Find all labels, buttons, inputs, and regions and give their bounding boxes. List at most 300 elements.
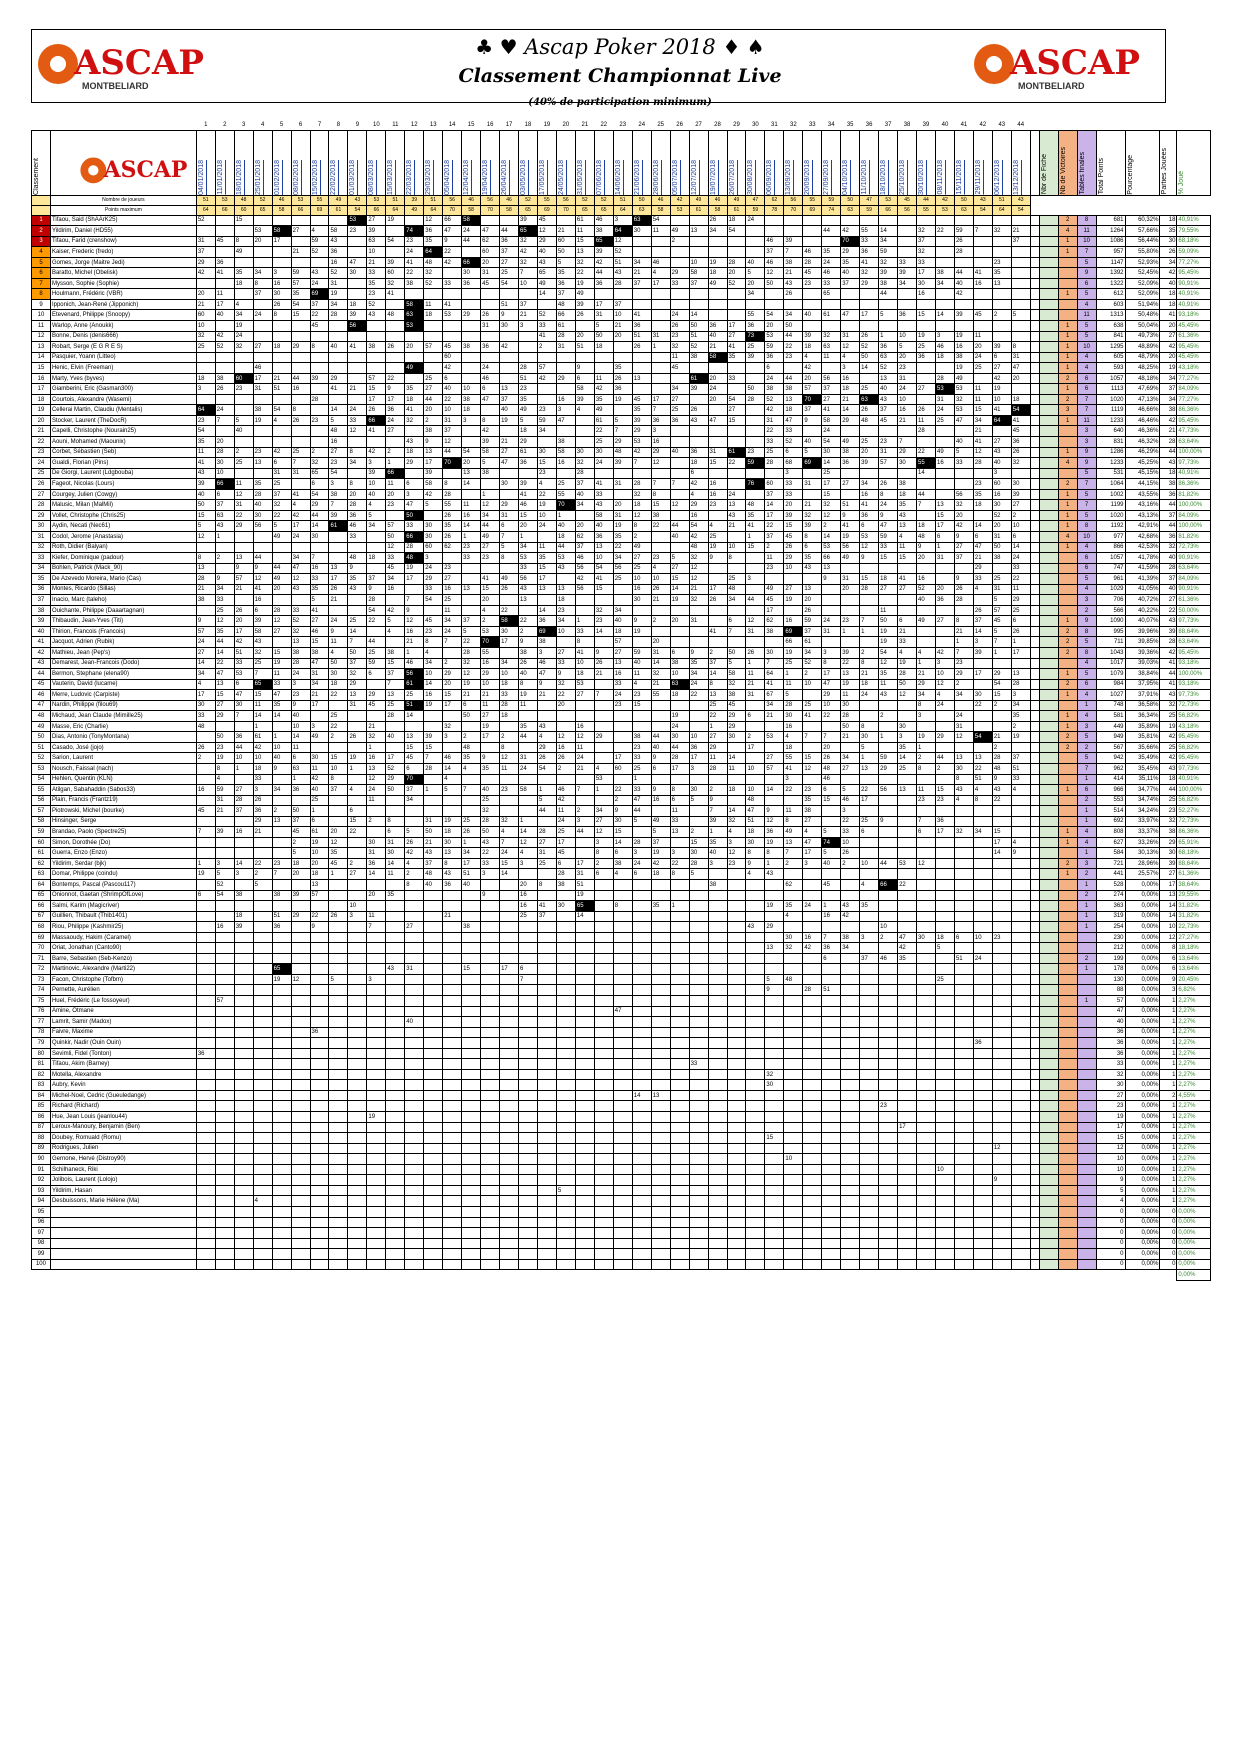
score-cell: 20 <box>708 373 727 384</box>
date-header <box>253 130 272 195</box>
score-cell: 27 <box>386 426 405 437</box>
score-cell <box>613 595 632 606</box>
score-cell <box>935 215 954 226</box>
score-cell: 18 <box>519 426 538 437</box>
score-cell <box>727 1038 746 1049</box>
date-header <box>651 130 670 195</box>
score-cell: 7 <box>822 732 841 743</box>
score-cell <box>348 922 367 933</box>
rank-cell: 59 <box>32 827 51 838</box>
fiche-cell <box>1039 331 1058 342</box>
score-cell <box>537 1080 556 1091</box>
score-cell: 5 <box>1011 310 1030 321</box>
score-cell <box>613 1048 632 1059</box>
score-cell <box>651 542 670 553</box>
score-cell: 25 <box>537 858 556 869</box>
victories-cell <box>1058 806 1077 817</box>
games-played-cell: 1 <box>1160 1112 1177 1123</box>
final-tables-cell: 5 <box>1077 574 1096 585</box>
score-cell: 39 <box>234 922 253 933</box>
separator <box>1030 1090 1039 1101</box>
score-cell <box>954 911 973 922</box>
score-cell <box>594 1069 613 1080</box>
score-cell <box>386 299 405 310</box>
rank-cell: 20 <box>32 415 51 426</box>
score-cell: 6 <box>1011 531 1030 542</box>
score-cell: 31 <box>746 626 765 637</box>
score-cell: 16 <box>613 669 632 680</box>
score-cell: 29 <box>215 711 234 722</box>
score-cell <box>443 795 462 806</box>
table-row <box>32 753 1211 764</box>
date-link: 26/04/2018 <box>501 159 509 195</box>
score-cell <box>329 922 348 933</box>
fiche-cell <box>1039 964 1058 975</box>
score-cell <box>898 816 917 827</box>
score-cell <box>500 1006 519 1017</box>
score-cell: 41 <box>196 458 215 469</box>
player-name: Merre, Ludovic (Carpiste) <box>50 690 196 701</box>
score-cell <box>405 1112 424 1123</box>
final-tables-cell: 10 <box>1077 342 1096 353</box>
games-played-cell: 25 <box>1160 795 1177 806</box>
score-cell: 43 <box>481 837 500 848</box>
score-cell: 14 <box>973 521 992 532</box>
score-cell <box>519 468 538 479</box>
games-played-cell: 23 <box>1160 806 1177 817</box>
score-cell: 43 <box>784 278 803 289</box>
victories-cell <box>1058 605 1077 616</box>
score-cell <box>708 774 727 785</box>
score-cell <box>898 901 917 912</box>
score-cell <box>462 489 481 500</box>
games-played-cell: 18 <box>1160 215 1177 226</box>
fiche-cell <box>1039 1038 1058 1049</box>
score-cell: 48 <box>348 553 367 564</box>
score-cell <box>879 774 898 785</box>
score-cell: 4 <box>784 732 803 743</box>
player-name: Jacquot, Adrien (Rubik) <box>50 637 196 648</box>
score-cell <box>575 1059 594 1070</box>
score-cell <box>613 1090 632 1101</box>
score-cell: 46 <box>822 774 841 785</box>
date-link: 19/04/2018 <box>482 159 490 195</box>
score-cell: 38 <box>234 890 253 901</box>
score-cell <box>632 721 651 732</box>
score-cell: 23 <box>405 236 424 247</box>
score-cell <box>917 373 936 384</box>
score-cell <box>424 795 443 806</box>
final-tables-cell: 4 <box>1077 658 1096 669</box>
score-cell: 8 <box>215 763 234 774</box>
final-tables-cell: 10 <box>1077 531 1096 542</box>
score-cell: 11 <box>291 742 310 753</box>
score-cell: 36 <box>689 447 708 458</box>
player-name: Demarest, Jean-Francois (Dodo) <box>50 658 196 669</box>
score-cell <box>329 742 348 753</box>
score-cell: 22 <box>935 226 954 237</box>
score-cell: 15 <box>822 795 841 806</box>
score-cell: 34 <box>670 384 689 395</box>
score-cell <box>784 996 803 1007</box>
score-cell: 38 <box>556 437 575 448</box>
score-cell <box>651 985 670 996</box>
rank-cell: 5 <box>32 257 51 268</box>
score-cell <box>973 974 992 985</box>
score-cell: 6 <box>917 827 936 838</box>
score-cell <box>196 1090 215 1101</box>
table-row <box>32 1027 1211 1038</box>
score-cell: 11 <box>481 700 500 711</box>
score-cell: 10 <box>519 278 538 289</box>
total-points-cell: 414 <box>1096 774 1125 785</box>
score-cell: 26 <box>443 531 462 542</box>
score-cell: 41 <box>367 426 386 437</box>
score-cell: 20 <box>481 257 500 268</box>
score-cell: 17 <box>196 690 215 701</box>
score-cell <box>310 257 329 268</box>
score-cell <box>898 215 917 226</box>
score-cell <box>670 880 689 891</box>
score-cell: 23 <box>670 331 689 342</box>
score-cell: 20 <box>727 268 746 279</box>
tables_finales-label: Tables finales <box>1078 152 1086 195</box>
pct-played-cell: 77,27% <box>1177 257 1211 268</box>
score-cell: 25 <box>519 911 538 922</box>
score-cell: 31 <box>500 510 519 521</box>
column-number: 2 <box>223 121 227 128</box>
score-cell <box>272 721 291 732</box>
score-cell <box>954 974 973 985</box>
score-cell: 2 <box>519 626 538 637</box>
score-cell <box>992 1112 1011 1123</box>
score-cell <box>462 795 481 806</box>
score-cell <box>1011 1101 1030 1112</box>
score-cell <box>784 605 803 616</box>
score-cell: 1 <box>519 531 538 542</box>
score-cell <box>443 553 462 564</box>
score-cell: 22 <box>537 489 556 500</box>
score-cell: 50 <box>215 732 234 743</box>
score-cell <box>935 299 954 310</box>
score-cell: 15 <box>196 510 215 521</box>
percentage-cell: 40,72% <box>1125 595 1160 606</box>
score-cell <box>917 806 936 817</box>
score-cell: 47 <box>954 415 973 426</box>
score-cell: 17 <box>973 669 992 680</box>
score-cell: 27 <box>215 700 234 711</box>
score-cell <box>594 996 613 1007</box>
score-cell: 27 <box>348 869 367 880</box>
score-cell: 66 <box>784 637 803 648</box>
score-cell <box>556 932 575 943</box>
score-cell: 51 <box>272 911 291 922</box>
score-cell: 50 <box>898 679 917 690</box>
score-cell: 10 <box>727 542 746 553</box>
pct-played-cell: 40,91% <box>1177 215 1211 226</box>
score-cell: 33 <box>784 479 803 490</box>
score-cell: 6 <box>462 700 481 711</box>
score-cell <box>632 996 651 1007</box>
score-cell <box>803 1048 822 1059</box>
score-cell <box>973 711 992 722</box>
score-cell: 22 <box>575 268 594 279</box>
score-cell: 54 <box>272 405 291 416</box>
table-row <box>32 700 1211 711</box>
score-cell: 32 <box>954 500 973 511</box>
column-number: 21 <box>581 121 589 128</box>
score-cell <box>613 584 632 595</box>
score-cell: 58 <box>689 268 708 279</box>
score-cell <box>481 901 500 912</box>
fiche-cell <box>1039 911 1058 922</box>
separator <box>1030 468 1039 479</box>
table-row <box>32 553 1211 564</box>
score-cell <box>898 1069 917 1080</box>
score-cell: 28 <box>291 658 310 669</box>
final-tables-cell <box>1077 943 1096 954</box>
final-tables-cell: 7 <box>1077 247 1096 258</box>
score-cell: 39 <box>575 299 594 310</box>
rank-cell: 81 <box>32 1059 51 1070</box>
final-tables-cell <box>1077 974 1096 985</box>
score-cell <box>708 437 727 448</box>
score-cell <box>196 1112 215 1123</box>
player-name: Bermon, Stephane (elena90) <box>50 669 196 680</box>
score-cell: 38 <box>594 226 613 237</box>
club-heart-suits-icon: ♣ ♥ <box>475 35 518 59</box>
score-cell: 1 <box>992 647 1011 658</box>
score-cell <box>329 542 348 553</box>
score-cell: 9 <box>1011 848 1030 859</box>
score-cell <box>841 774 860 785</box>
points_maximum-value: 70 <box>443 205 462 215</box>
score-cell <box>973 911 992 922</box>
score-cell <box>594 637 613 648</box>
score-cell: 16 <box>651 437 670 448</box>
score-cell: 18 <box>424 310 443 321</box>
score-cell: 21 <box>841 732 860 743</box>
victories-cell: 1 <box>1058 352 1077 363</box>
score-cell: 50 <box>291 806 310 817</box>
score-cell: 41 <box>727 342 746 353</box>
score-cell <box>272 542 291 553</box>
score-cell <box>443 1112 462 1123</box>
score-cell <box>234 226 253 237</box>
score-cell: 16 <box>443 584 462 595</box>
score-cell: 28 <box>632 837 651 848</box>
score-cell: 28 <box>613 278 632 289</box>
score-cell <box>784 1059 803 1070</box>
player-name: Nousch, Faissal (nach) <box>50 763 196 774</box>
date-header <box>537 130 556 195</box>
score-cell: 35 <box>898 953 917 964</box>
score-cell: 42 <box>481 426 500 437</box>
score-cell <box>481 1069 500 1080</box>
fiche-cell <box>1039 1101 1058 1112</box>
player-name: Bonne, Denis (denis666) <box>50 331 196 342</box>
score-cell: 6 <box>272 458 291 469</box>
score-cell: 40 <box>670 531 689 542</box>
score-cell <box>556 1069 575 1080</box>
score-cell <box>992 816 1011 827</box>
score-cell: 19 <box>310 837 329 848</box>
score-cell: 4 <box>784 911 803 922</box>
score-cell <box>462 1080 481 1091</box>
score-cell: 22 <box>367 616 386 627</box>
table-row <box>32 289 1211 300</box>
score-cell: 48 <box>196 721 215 732</box>
score-cell: 34 <box>935 278 954 289</box>
score-cell: 4 <box>689 489 708 500</box>
score-cell: 27 <box>196 647 215 658</box>
column-number: 14 <box>448 121 456 128</box>
rank-cell: 73 <box>32 974 51 985</box>
rank-cell: 56 <box>32 795 51 806</box>
score-cell <box>215 321 234 332</box>
score-cell: 60 <box>481 247 500 258</box>
score-cell: 27 <box>708 732 727 743</box>
score-cell: 47 <box>746 806 765 817</box>
score-cell: 26 <box>860 405 879 416</box>
score-cell <box>727 774 746 785</box>
score-cell <box>822 1080 841 1091</box>
score-cell: 63 <box>822 342 841 353</box>
score-cell <box>651 363 670 374</box>
score-cell <box>386 795 405 806</box>
total-points-cell: 1043 <box>1096 647 1125 658</box>
score-cell: 5 <box>822 848 841 859</box>
score-cell <box>879 869 898 880</box>
score-cell <box>405 932 424 943</box>
score-cell: 4 <box>803 827 822 838</box>
score-cell <box>594 953 613 964</box>
score-cell: 6 <box>803 542 822 553</box>
score-cell: 20 <box>860 447 879 458</box>
score-cell <box>405 1027 424 1038</box>
score-cell: 27 <box>613 647 632 658</box>
score-cell: 27 <box>935 616 954 627</box>
score-cell: 4 <box>481 605 500 616</box>
score-cell: 10 <box>632 574 651 585</box>
score-cell: 43 <box>424 848 443 859</box>
games-played-cell: 28 <box>1160 563 1177 574</box>
nombre_joueurs-value: 43 <box>973 195 992 205</box>
score-cell: 27 <box>917 384 936 395</box>
score-cell: 15 <box>519 510 538 521</box>
score-cell: 3 <box>272 268 291 279</box>
score-cell <box>462 574 481 585</box>
score-cell: 35 <box>348 574 367 585</box>
score-cell <box>954 1101 973 1112</box>
points_maximum-value: 70 <box>556 205 575 215</box>
score-cell: 8 <box>594 848 613 859</box>
score-cell <box>443 268 462 279</box>
score-cell: 18 <box>556 531 575 542</box>
score-cell <box>272 1080 291 1091</box>
score-cell: 44 <box>443 447 462 458</box>
score-cell: 29 <box>310 500 329 511</box>
score-cell: 63 <box>291 763 310 774</box>
score-cell: 8 <box>519 679 538 690</box>
score-cell: 13 <box>651 1090 670 1101</box>
score-cell: 26 <box>613 373 632 384</box>
score-cell <box>860 996 879 1007</box>
date-link: 04/01/2018 <box>197 159 205 195</box>
score-cell <box>272 215 291 226</box>
total-points-cell: 593 <box>1096 363 1125 374</box>
score-cell: 25 <box>329 711 348 722</box>
games-played-cell: 43 <box>1160 763 1177 774</box>
score-cell <box>462 426 481 437</box>
table-row <box>32 816 1211 827</box>
score-cell <box>727 289 746 300</box>
score-cell <box>917 626 936 637</box>
score-cell <box>519 1112 538 1123</box>
pct-played-cell: 6,82% <box>1177 985 1211 996</box>
nombre_joueurs-value: 46 <box>708 195 727 205</box>
score-cell <box>727 605 746 616</box>
score-cell: 2 <box>196 753 215 764</box>
score-cell: 14 <box>822 531 841 542</box>
percentage-cell: 43,16% <box>1125 500 1160 511</box>
score-cell: 11 <box>386 869 405 880</box>
score-cell: 23 <box>898 363 917 374</box>
score-cell <box>196 1122 215 1133</box>
score-cell: 38 <box>405 278 424 289</box>
score-cell: 57 <box>215 996 234 1007</box>
score-cell: 41 <box>215 268 234 279</box>
score-cell: 21 <box>424 837 443 848</box>
score-cell <box>196 352 215 363</box>
score-cell: 23 <box>367 289 386 300</box>
percentage-cell: 41,39% <box>1125 574 1160 585</box>
score-cell: 18 <box>613 626 632 637</box>
separator <box>1030 542 1039 553</box>
score-cell <box>443 1027 462 1038</box>
score-cell <box>443 964 462 975</box>
score-cell: 34 <box>443 616 462 627</box>
score-cell: 13 <box>386 690 405 701</box>
score-cell <box>443 647 462 658</box>
score-cell <box>481 1101 500 1112</box>
victories-cell: 1 <box>1058 447 1077 458</box>
column-number: 16 <box>486 121 494 128</box>
score-cell <box>613 911 632 922</box>
score-cell <box>992 563 1011 574</box>
score-cell: 22 <box>443 247 462 258</box>
score-cell: 21 <box>651 679 670 690</box>
score-cell: 16 <box>822 911 841 922</box>
score-cell <box>367 1038 386 1049</box>
score-cell: 58 <box>329 226 348 237</box>
score-cell: 3 <box>348 911 367 922</box>
score-cell: 58 <box>822 415 841 426</box>
score-cell: 65 <box>253 679 272 690</box>
score-cell: 15 <box>424 742 443 753</box>
score-cell: 17 <box>386 394 405 405</box>
score-cell: 35 <box>253 479 272 490</box>
score-cell <box>234 1122 253 1133</box>
score-cell <box>329 1006 348 1017</box>
score-cell <box>500 1080 519 1091</box>
score-cell: 27 <box>632 553 651 564</box>
score-cell <box>348 278 367 289</box>
score-cell: 23 <box>708 500 727 511</box>
score-cell: 50 <box>860 352 879 363</box>
fiche-cell <box>1039 742 1058 753</box>
score-cell <box>215 1038 234 1049</box>
